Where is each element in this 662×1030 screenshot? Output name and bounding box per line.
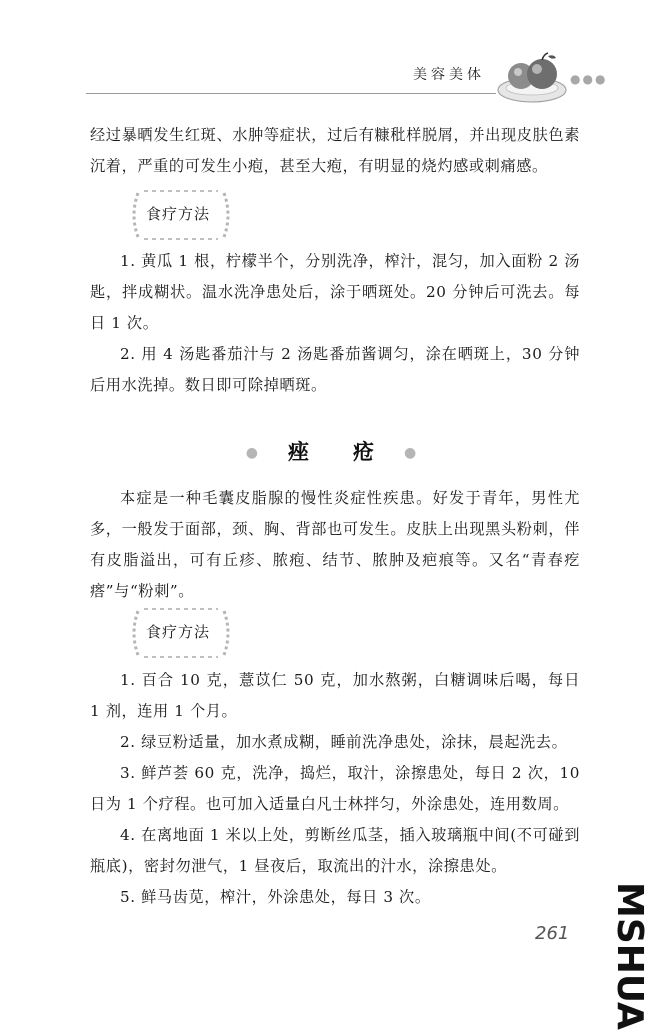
title-char: 痤 bbox=[288, 440, 309, 464]
list-item: 1. 黄瓜 1 根，柠檬半个，分别洗净，榨汁，混匀，加入面粉 2 汤匙，拌成糊状。温水洗净患处后，涂于晒斑处。20 分钟后可洗去。每日 1 次。 bbox=[90, 252, 580, 332]
section-title bbox=[0, 436, 662, 466]
badge-label: 食疗方法 bbox=[146, 623, 211, 641]
header-rule bbox=[86, 93, 496, 94]
watermark bbox=[604, 882, 662, 1030]
intro-paragraph: 经过暴晒发生红斑、水肿等症状，过后有糠秕样脱屑，并出现皮肤色素沉着，严重的可发生小疱，甚至大疱，有明显的烧灼感或刺痛感。 bbox=[90, 126, 580, 175]
list-item: 1. 百合 10 克，薏苡仁 50 克，加水熬粥，白糖调味后喝，每日 1 剂，连用 1 个月。 bbox=[90, 671, 580, 720]
running-header bbox=[0, 50, 662, 110]
page-number: 261 bbox=[535, 923, 570, 944]
description-paragraph: 本症是一种毛囊皮脂腺的慢性炎症性疾患。好发于青年，男性尤多，一般发于面部，颈、胸、背部也可发生。皮肤上出现黑头粉刺，伴有皮脂溢出，可有丘疹、脓疱、结节、脓肿及疤痕等。又名“青春疙瘩”与“粉刺”。 bbox=[90, 489, 580, 600]
method-badge bbox=[126, 185, 236, 245]
badge-label: 食疗方法 bbox=[146, 205, 211, 223]
list-item: 2. 绿豆粉适量，加水煮成糊，睡前洗净患处，涂抹，晨起洗去。 bbox=[120, 733, 568, 751]
list-item: 5. 鲜马齿苋，榨汁，外涂患处，每日 3 次。 bbox=[120, 888, 431, 906]
header-title: 美容美体 bbox=[413, 67, 485, 83]
list-item: 3. 鲜芦荟 60 克，洗净，捣烂，取汁，涂擦患处，每日 2 次，10 日为 1 个疗程。也可加入适量白凡士林拌匀，外涂患处，连用数周。 bbox=[90, 764, 580, 813]
watermark-text: MSHUA bbox=[609, 882, 650, 1030]
title-char: 疮 bbox=[353, 440, 374, 464]
title-dot-icon: ● bbox=[245, 445, 258, 461]
method-badge bbox=[126, 603, 236, 663]
title-dot-icon: ● bbox=[404, 445, 417, 461]
list-item: 2. 用 4 汤匙番茄汁与 2 汤匙番茄酱调匀，涂在晒斑上，30 分钟后用水洗掉。数日即可除掉晒斑。 bbox=[90, 345, 580, 394]
apple-plate-icon bbox=[496, 50, 568, 106]
list-item: 4. 在离地面 1 米以上处，剪断丝瓜茎，插入玻璃瓶中间(不可碰到瓶底)，密封勿泄气，1 昼夜后，取流出的汁水，涂擦患处。 bbox=[90, 826, 580, 875]
decorative-dots-icon: ●●● bbox=[570, 72, 608, 86]
